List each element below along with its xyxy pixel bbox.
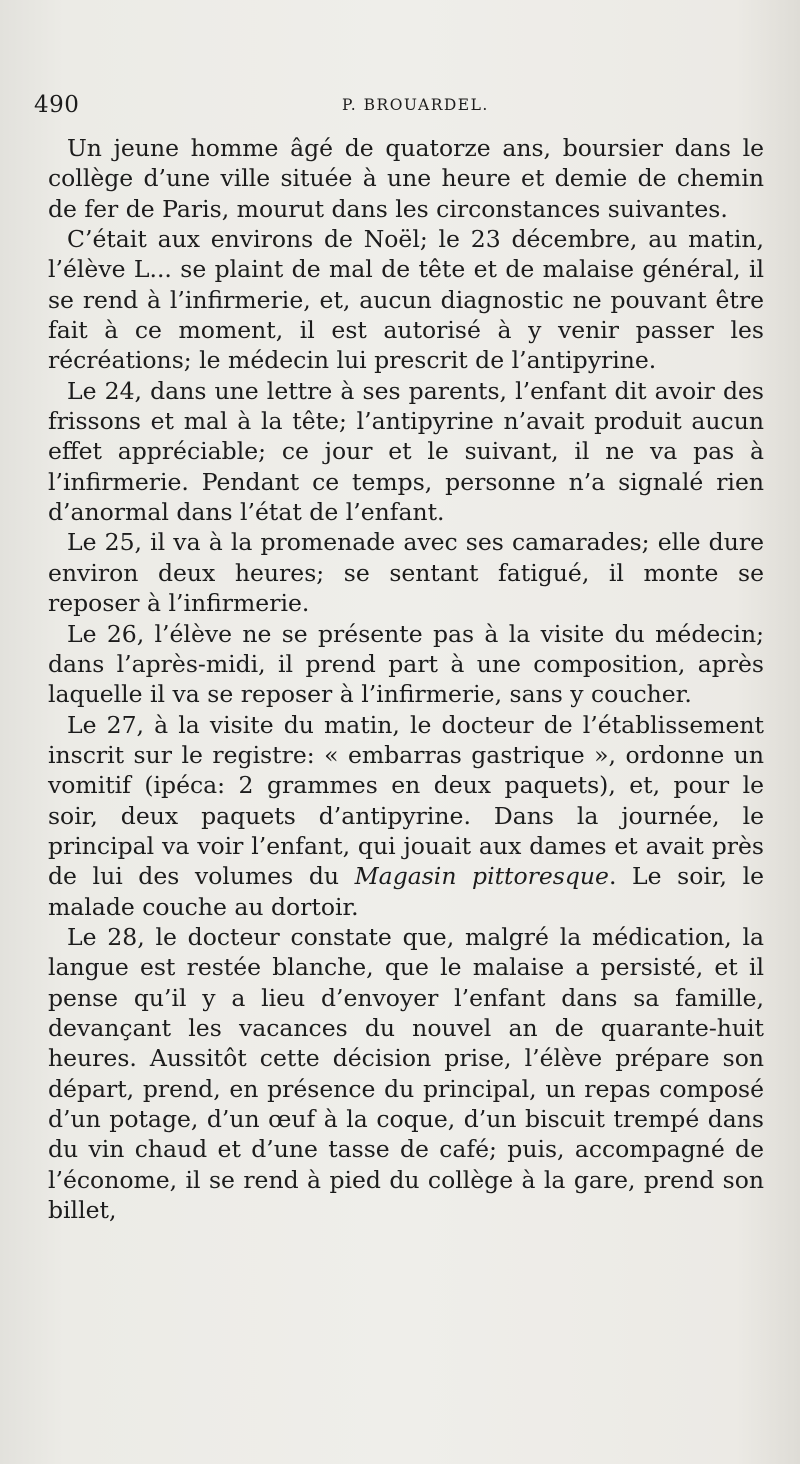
paragraph-1: Un jeune homme âgé de quatorze ans, boursier dans le collège d’une ville située à une heure et demie de chemin de fer de Paris, mourut dans les circonstances suivantes. bbox=[48, 134, 764, 223]
paragraph-6-text-before-title: Le 27, à la visite du matin, le docteur de l’établissement inscrit sur le registre: « embarras gastrique », ordonne un vomitif (ipéca: 2 grammes en deux paquets), et, pour le soir, deux paquets d’antipyrine. Dans la journée, le principal va voir l’enfant, qui jouait aux dames et avait près de lui des volumes du bbox=[48, 710, 764, 891]
paragraph-6 bbox=[48, 710, 764, 922]
page-number: 490 bbox=[34, 92, 80, 118]
paragraph-2: C’était aux environs de Noël; le 23 décembre, au matin, l’élève L... se plaint de mal de tête et de malaise général, il se rend à l’infirmerie, et, aucun diagnostic ne pouvant être fait à ce moment, il est autorisé à y venir passer les récréations; le médecin lui prescrit de l’antipyrine. bbox=[48, 225, 764, 375]
paragraph-7: Le 28, le docteur constate que, malgré la médication, la langue est restée blanche, que le malaise a persisté, et il pense qu’il y a lieu d’envoyer l’enfant dans sa famille, devançant les vacances du nouvel an de quarante-huit heures. Aussitôt cette décision prise, l’élève prépare son départ, prend, en présence du principal, un repas composé d’un potage, d’un œuf à la coque, d’un biscuit trempé dans du vin chaud et d’une tasse de café; puis, accompagné de l’économe, il se rend à pied du collège à la gare, prend son billet, bbox=[48, 922, 764, 1225]
page-header bbox=[30, 92, 760, 124]
paragraph-4: Le 25, il va à la promenade avec ses camarades; elle dure environ deux heures; se sentant fatigué, il monte se reposer à l’infirmerie. bbox=[48, 528, 764, 618]
paragraph-6-text-after-title: . Le soir, le malade couche au dortoir. bbox=[48, 862, 764, 921]
periodical-title: Magasin pittoresque bbox=[354, 862, 609, 891]
body-text bbox=[48, 133, 764, 1225]
paragraph-5: Le 26, l’élève ne se présente pas à la visite du médecin; dans l’après-midi, il prend part à une composition, après laquelle il va se reposer à l’infirmerie, sans y coucher. bbox=[48, 619, 764, 709]
paragraph-3: Le 24, dans une lettre à ses parents, l’enfant dit avoir des frissons et mal à la tête; l’antipyrine n’avait produit aucun effet appréciable; ce jour et le suivant, il ne va pas à l’infirmerie. Pendant ce temps, personne n’a signalé rien d’anormal dans l’état de l’enfant. bbox=[48, 376, 764, 527]
running-head: P. BROUARDEL. bbox=[342, 96, 489, 114]
